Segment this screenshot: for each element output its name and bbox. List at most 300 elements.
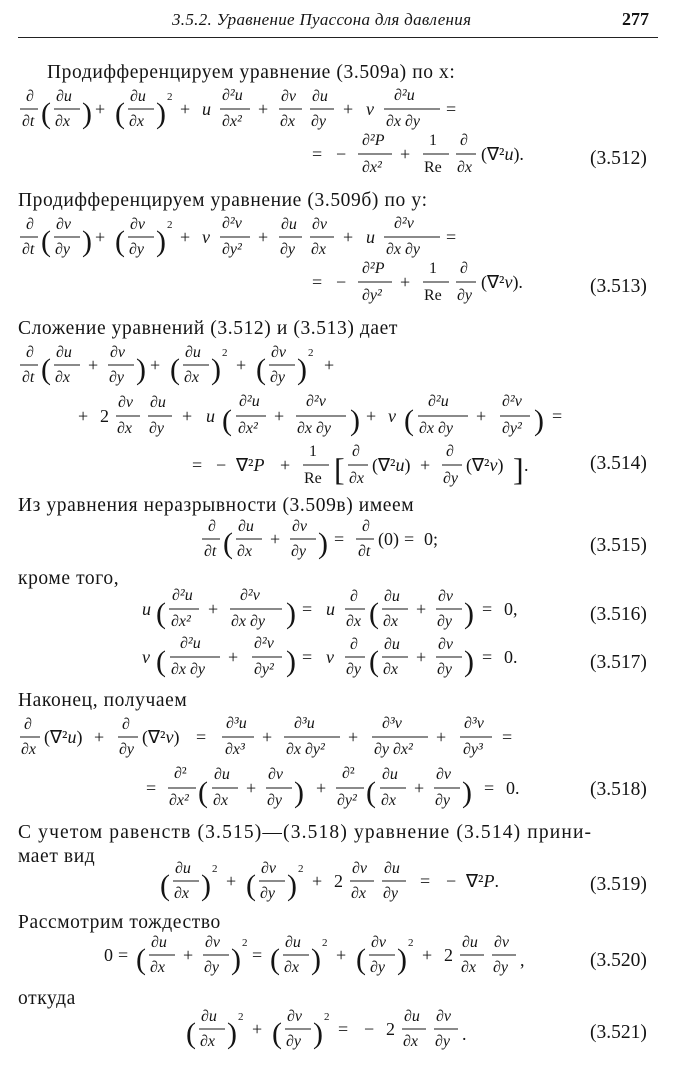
svg-text:2: 2 bbox=[444, 945, 453, 965]
svg-text:.: . bbox=[524, 455, 529, 475]
svg-text:v: v bbox=[388, 406, 396, 426]
paragraph-taking-into-account-line1: С учетом равенств (3.515)—(3.518) уравнение (3.514) прини- bbox=[18, 822, 593, 843]
svg-text:∂v: ∂v bbox=[371, 934, 387, 951]
svg-text:v: v bbox=[202, 227, 210, 247]
svg-text:∂u: ∂u bbox=[312, 88, 328, 105]
paragraph-whence: откуда bbox=[18, 988, 76, 1009]
svg-text:∂v: ∂v bbox=[436, 766, 452, 783]
svg-text:): ) bbox=[397, 943, 407, 976]
svg-text:∂²: ∂² bbox=[342, 765, 355, 782]
svg-text:∂x: ∂x bbox=[213, 792, 229, 809]
svg-text:): ) bbox=[464, 597, 474, 630]
svg-text:∂u: ∂u bbox=[175, 860, 191, 877]
svg-text:=: = bbox=[482, 647, 493, 667]
svg-text:u: u bbox=[202, 99, 211, 119]
svg-text:∂y: ∂y bbox=[286, 1033, 302, 1050]
svg-text:∂x: ∂x bbox=[284, 959, 300, 976]
svg-text:(: ( bbox=[272, 1017, 282, 1050]
svg-text:∂²u: ∂²u bbox=[394, 87, 415, 104]
svg-text:+: + bbox=[258, 227, 269, 247]
svg-text:2: 2 bbox=[298, 863, 304, 875]
svg-text:+: + bbox=[316, 778, 327, 798]
svg-text:∂x ∂y: ∂x ∂y bbox=[297, 420, 332, 437]
svg-text:u: u bbox=[142, 599, 151, 619]
svg-text:∂x: ∂x bbox=[383, 661, 399, 678]
svg-text:+: + bbox=[420, 455, 431, 475]
svg-text:∂v: ∂v bbox=[205, 934, 221, 951]
svg-text:+: + bbox=[280, 455, 291, 475]
svg-text:(: ( bbox=[369, 645, 379, 678]
equation-3-521-formula bbox=[0, 1008, 682, 1064]
svg-text:(: ( bbox=[223, 527, 233, 560]
svg-text:): ) bbox=[156, 225, 166, 258]
svg-text:∂²v: ∂²v bbox=[306, 393, 326, 410]
svg-text:∂: ∂ bbox=[208, 518, 216, 535]
svg-text:∇²P: ∇²P bbox=[236, 455, 265, 475]
svg-text:=: = bbox=[502, 727, 513, 747]
svg-text:): ) bbox=[231, 943, 241, 976]
svg-text:=: = bbox=[446, 99, 457, 119]
svg-text:(: ( bbox=[115, 225, 125, 258]
svg-text:∂x²: ∂x² bbox=[362, 159, 382, 176]
svg-text:(∇²v): (∇²v) bbox=[466, 455, 504, 475]
equation-3-519-formula bbox=[0, 860, 682, 912]
svg-text:1: 1 bbox=[309, 443, 317, 460]
svg-text:∂y³: ∂y³ bbox=[463, 741, 483, 758]
svg-text:∂y ∂x²: ∂y ∂x² bbox=[374, 741, 413, 758]
svg-text:+: + bbox=[180, 227, 191, 247]
equation-number-3-519: (3.519) bbox=[590, 874, 647, 895]
equation-3-518-formula bbox=[0, 716, 682, 816]
svg-text:∂v: ∂v bbox=[436, 1008, 452, 1025]
svg-text:=: = bbox=[192, 455, 203, 475]
svg-text:u: u bbox=[206, 406, 215, 426]
svg-text:): ) bbox=[311, 943, 321, 976]
svg-text:∂²v: ∂²v bbox=[502, 393, 522, 410]
svg-text:+: + bbox=[180, 99, 191, 119]
svg-text:(: ( bbox=[160, 869, 170, 902]
svg-text:∂: ∂ bbox=[24, 716, 32, 733]
svg-text:∂u: ∂u bbox=[462, 934, 478, 951]
equation-number-3-516: (3.516) bbox=[590, 604, 647, 625]
svg-text:∂x: ∂x bbox=[280, 113, 296, 130]
svg-text:+: + bbox=[95, 99, 106, 119]
svg-text:+: + bbox=[182, 406, 193, 426]
svg-text:=: = bbox=[252, 945, 263, 965]
svg-text:∂: ∂ bbox=[460, 132, 468, 149]
svg-text:∂y: ∂y bbox=[129, 241, 145, 258]
svg-text:0.: 0. bbox=[504, 647, 518, 667]
equation-number-3-513: (3.513) bbox=[590, 276, 647, 297]
svg-text:): ) bbox=[462, 776, 472, 809]
svg-text:∂v: ∂v bbox=[292, 518, 308, 535]
svg-text:∂u: ∂u bbox=[384, 636, 400, 653]
svg-text:∂v: ∂v bbox=[352, 860, 368, 877]
svg-text:∇²P.: ∇²P. bbox=[466, 871, 499, 891]
svg-text:): ) bbox=[211, 353, 221, 386]
svg-text:∂y: ∂y bbox=[311, 113, 327, 130]
svg-text:∂: ∂ bbox=[352, 443, 360, 460]
svg-text:]: ] bbox=[513, 451, 524, 487]
svg-text:∂: ∂ bbox=[460, 260, 468, 277]
svg-text:∂v: ∂v bbox=[130, 216, 146, 233]
paragraph-finally: Наконец, получаем bbox=[18, 690, 188, 711]
svg-text:+: + bbox=[270, 529, 281, 549]
svg-text:(∇²v): (∇²v) bbox=[142, 727, 180, 747]
svg-text:2: 2 bbox=[324, 1011, 330, 1023]
svg-text:∂x: ∂x bbox=[311, 241, 327, 258]
svg-text:v: v bbox=[142, 647, 150, 667]
svg-text:∂u: ∂u bbox=[238, 518, 254, 535]
svg-text:+: + bbox=[324, 355, 335, 375]
svg-text:(: ( bbox=[198, 776, 208, 809]
svg-text:∂y: ∂y bbox=[443, 470, 459, 487]
svg-text:∂x: ∂x bbox=[129, 113, 145, 130]
svg-text:∂v: ∂v bbox=[56, 216, 72, 233]
svg-text:∂v: ∂v bbox=[268, 766, 284, 783]
svg-text:): ) bbox=[286, 597, 296, 630]
running-title: 3.5.2. Уравнение Пуассона для давления bbox=[172, 10, 472, 29]
svg-text:∂x²: ∂x² bbox=[169, 792, 189, 809]
svg-text:2: 2 bbox=[100, 406, 109, 426]
svg-text:∂u: ∂u bbox=[382, 766, 398, 783]
svg-text:∂x: ∂x bbox=[351, 885, 367, 902]
page-number: 277 bbox=[622, 9, 649, 29]
equation-3-520-formula bbox=[0, 934, 682, 986]
svg-text:−: − bbox=[216, 455, 227, 475]
svg-text:+: + bbox=[258, 99, 269, 119]
svg-text:∂y: ∂y bbox=[437, 613, 453, 630]
svg-text:+: + bbox=[400, 272, 411, 292]
svg-text:): ) bbox=[156, 97, 166, 130]
svg-text:∂x: ∂x bbox=[457, 159, 473, 176]
svg-text:(: ( bbox=[156, 645, 166, 678]
svg-text:+: + bbox=[228, 647, 239, 667]
svg-text:∂²u: ∂²u bbox=[428, 393, 449, 410]
svg-text:∂y²: ∂y² bbox=[222, 241, 242, 258]
svg-text:=: = bbox=[404, 529, 415, 549]
svg-text:∂x ∂y: ∂x ∂y bbox=[419, 420, 454, 437]
svg-text:∂x: ∂x bbox=[461, 959, 477, 976]
svg-text:∂: ∂ bbox=[122, 716, 130, 733]
svg-text:(∇²u): (∇²u) bbox=[44, 727, 83, 747]
svg-text:∂y: ∂y bbox=[280, 241, 296, 258]
svg-text:+: + bbox=[208, 599, 219, 619]
svg-text:[: [ bbox=[334, 451, 345, 487]
svg-text:∂: ∂ bbox=[362, 518, 370, 535]
svg-text:∂u: ∂u bbox=[185, 344, 201, 361]
svg-text:+: + bbox=[226, 871, 237, 891]
svg-text:+: + bbox=[400, 144, 411, 164]
svg-text:+: + bbox=[252, 1019, 263, 1039]
svg-text:+: + bbox=[150, 355, 161, 375]
svg-text:∂v: ∂v bbox=[110, 344, 126, 361]
equation-number-3-512: (3.512) bbox=[590, 148, 647, 169]
equation-3-517-formula bbox=[0, 636, 682, 686]
svg-text:=: = bbox=[118, 945, 129, 965]
svg-text:∂v: ∂v bbox=[271, 344, 287, 361]
paragraph-consider-identity: Рассмотрим тождество bbox=[18, 912, 221, 933]
svg-text:∂y: ∂y bbox=[260, 885, 276, 902]
svg-text:+: + bbox=[183, 945, 194, 965]
equation-3-513-formula bbox=[0, 216, 682, 306]
paragraph-taking-into-account-line2: мает вид bbox=[18, 846, 96, 867]
svg-text:=: = bbox=[146, 778, 157, 798]
svg-text:−: − bbox=[364, 1019, 375, 1039]
svg-text:=: = bbox=[338, 1019, 349, 1039]
svg-text:=: = bbox=[334, 529, 345, 549]
svg-text:∂: ∂ bbox=[26, 344, 34, 361]
svg-text:v: v bbox=[326, 647, 334, 667]
svg-text:): ) bbox=[350, 404, 360, 437]
svg-text:∂x ∂y: ∂x ∂y bbox=[171, 661, 206, 678]
svg-text:=: = bbox=[312, 272, 323, 292]
svg-text:Re: Re bbox=[424, 159, 442, 176]
svg-text:∂y: ∂y bbox=[149, 420, 165, 437]
svg-text:∂y: ∂y bbox=[435, 1033, 451, 1050]
svg-text:∂v: ∂v bbox=[287, 1008, 303, 1025]
svg-text:+: + bbox=[78, 406, 89, 426]
svg-text:(∇²v).: (∇²v). bbox=[481, 272, 523, 292]
paragraph-continuity: Из уравнения неразрывности (3.509в) имеем bbox=[18, 495, 415, 516]
svg-text:∂²P: ∂²P bbox=[362, 260, 385, 277]
svg-text:∂x: ∂x bbox=[55, 369, 71, 386]
equation-3-516-formula bbox=[0, 588, 682, 638]
svg-text:∂t: ∂t bbox=[204, 543, 217, 560]
svg-text:∂y²: ∂y² bbox=[502, 420, 522, 437]
svg-text:−: − bbox=[336, 272, 347, 292]
svg-text:∂x ∂y: ∂x ∂y bbox=[386, 241, 421, 258]
svg-text:+: + bbox=[312, 871, 323, 891]
svg-text:∂y: ∂y bbox=[270, 369, 286, 386]
svg-text:+: + bbox=[343, 227, 354, 247]
svg-text:∂²u: ∂²u bbox=[222, 87, 243, 104]
svg-text:∂x: ∂x bbox=[346, 613, 362, 630]
svg-text:2: 2 bbox=[322, 937, 328, 949]
svg-text:∂v: ∂v bbox=[438, 588, 454, 605]
svg-text:∂y: ∂y bbox=[119, 741, 135, 758]
svg-text:(: ( bbox=[369, 597, 379, 630]
svg-text:2: 2 bbox=[408, 937, 414, 949]
svg-text:∂: ∂ bbox=[26, 216, 34, 233]
svg-text:1: 1 bbox=[429, 132, 437, 149]
svg-text:.: . bbox=[462, 1024, 467, 1044]
svg-text:∂v: ∂v bbox=[438, 636, 454, 653]
svg-text:∂u: ∂u bbox=[151, 934, 167, 951]
equation-3-514-formula bbox=[0, 344, 682, 487]
svg-text:Re: Re bbox=[304, 470, 322, 487]
svg-text:(0): (0) bbox=[378, 529, 399, 549]
svg-text:): ) bbox=[297, 353, 307, 386]
svg-text:∂u: ∂u bbox=[384, 588, 400, 605]
svg-text:+: + bbox=[476, 406, 487, 426]
svg-text:∂x: ∂x bbox=[237, 543, 253, 560]
svg-text:∂: ∂ bbox=[350, 588, 358, 605]
svg-text:+: + bbox=[94, 727, 105, 747]
svg-text:∂v: ∂v bbox=[118, 394, 134, 411]
svg-text:): ) bbox=[227, 1017, 237, 1050]
svg-text:∂x²: ∂x² bbox=[238, 420, 258, 437]
svg-text:−: − bbox=[446, 871, 457, 891]
svg-text:∂u: ∂u bbox=[130, 88, 146, 105]
svg-text:∂y: ∂y bbox=[291, 543, 307, 560]
svg-text:2: 2 bbox=[238, 1011, 244, 1023]
equation-number-3-517: (3.517) bbox=[590, 652, 647, 673]
svg-text:+: + bbox=[95, 227, 106, 247]
svg-text:∂v: ∂v bbox=[261, 860, 277, 877]
svg-text:0: 0 bbox=[104, 945, 113, 965]
svg-text:∂u: ∂u bbox=[285, 934, 301, 951]
svg-text:,: , bbox=[520, 950, 525, 970]
svg-text:∂y: ∂y bbox=[204, 959, 220, 976]
svg-text:+: + bbox=[246, 778, 257, 798]
svg-text:(: ( bbox=[356, 943, 366, 976]
svg-text:∂u: ∂u bbox=[404, 1008, 420, 1025]
svg-text:=: = bbox=[312, 144, 323, 164]
svg-text:+: + bbox=[416, 599, 427, 619]
svg-text:=: = bbox=[420, 871, 431, 891]
svg-text:+: + bbox=[336, 945, 347, 965]
svg-text:∂x²: ∂x² bbox=[222, 113, 242, 130]
svg-text:∂t: ∂t bbox=[22, 369, 35, 386]
svg-text:=: = bbox=[446, 227, 457, 247]
svg-text:∂x: ∂x bbox=[349, 470, 365, 487]
svg-text:∂y: ∂y bbox=[383, 885, 399, 902]
svg-text:∂y: ∂y bbox=[55, 241, 71, 258]
svg-text:2: 2 bbox=[308, 347, 314, 359]
svg-text:∂u: ∂u bbox=[56, 344, 72, 361]
svg-text:(: ( bbox=[170, 353, 180, 386]
paragraph-differentiate-x: Продифференцируем уравнение (3.509а) по x: bbox=[47, 62, 456, 83]
svg-text:0;: 0; bbox=[424, 529, 439, 549]
svg-text:∂³u: ∂³u bbox=[294, 715, 315, 732]
svg-text:=: = bbox=[484, 778, 495, 798]
svg-text:+: + bbox=[236, 355, 247, 375]
svg-text:∂v: ∂v bbox=[281, 88, 297, 105]
equation-number-3-521: (3.521) bbox=[590, 1022, 647, 1043]
svg-text:∂u: ∂u bbox=[150, 394, 166, 411]
svg-text:∂v: ∂v bbox=[312, 216, 328, 233]
svg-text:u: u bbox=[326, 599, 335, 619]
svg-text:0,: 0, bbox=[504, 599, 518, 619]
svg-text:=: = bbox=[196, 727, 207, 747]
svg-text:): ) bbox=[464, 645, 474, 678]
svg-text:+: + bbox=[416, 647, 427, 667]
svg-text:∂x²: ∂x² bbox=[171, 613, 191, 630]
svg-text:(: ( bbox=[41, 225, 51, 258]
svg-text:+: + bbox=[422, 945, 433, 965]
svg-text:): ) bbox=[82, 225, 92, 258]
svg-text:(: ( bbox=[41, 353, 51, 386]
svg-text:∂u: ∂u bbox=[384, 860, 400, 877]
svg-text:∂x: ∂x bbox=[381, 792, 397, 809]
svg-text:(: ( bbox=[404, 404, 414, 437]
svg-text:+: + bbox=[348, 727, 359, 747]
svg-text:(: ( bbox=[156, 597, 166, 630]
svg-text:∂x: ∂x bbox=[403, 1033, 419, 1050]
svg-text:∂²v: ∂²v bbox=[240, 587, 260, 604]
svg-text:∂²u: ∂²u bbox=[180, 635, 201, 652]
svg-text:∂³u: ∂³u bbox=[226, 715, 247, 732]
svg-text:+: + bbox=[88, 355, 99, 375]
equation-3-512-formula bbox=[0, 88, 682, 178]
svg-text:∂u: ∂u bbox=[56, 88, 72, 105]
svg-text:u: u bbox=[366, 227, 375, 247]
svg-text:∂t: ∂t bbox=[22, 113, 35, 130]
svg-text:∂y²: ∂y² bbox=[362, 287, 382, 304]
svg-text:2: 2 bbox=[167, 91, 173, 103]
svg-text:∂²P: ∂²P bbox=[362, 132, 385, 149]
paragraph-sum-equations: Сложение уравнений (3.512) и (3.513) дает bbox=[18, 318, 399, 339]
svg-text:(: ( bbox=[270, 943, 280, 976]
svg-text:∂: ∂ bbox=[446, 443, 454, 460]
svg-text:=: = bbox=[552, 406, 563, 426]
svg-text:+: + bbox=[262, 727, 273, 747]
svg-text:∂²v: ∂²v bbox=[222, 215, 242, 232]
header-rule bbox=[18, 37, 658, 38]
svg-text:∂²v: ∂²v bbox=[394, 215, 414, 232]
svg-text:+: + bbox=[366, 406, 377, 426]
equation-number-3-514: (3.514) bbox=[590, 453, 647, 474]
svg-text:+: + bbox=[274, 406, 285, 426]
svg-text:∂t: ∂t bbox=[358, 543, 371, 560]
svg-text:∂y: ∂y bbox=[457, 287, 473, 304]
svg-text:1: 1 bbox=[429, 260, 437, 277]
svg-text:+: + bbox=[436, 727, 447, 747]
svg-text:∂x: ∂x bbox=[117, 420, 133, 437]
svg-text:+: + bbox=[414, 778, 425, 798]
svg-text:∂y: ∂y bbox=[370, 959, 386, 976]
equation-3-515-formula bbox=[0, 518, 682, 568]
svg-text:=: = bbox=[482, 599, 493, 619]
svg-text:=: = bbox=[302, 647, 313, 667]
svg-text:): ) bbox=[201, 869, 211, 902]
svg-text:): ) bbox=[534, 404, 544, 437]
svg-text:∂x: ∂x bbox=[184, 369, 200, 386]
svg-text:∂²: ∂² bbox=[174, 765, 187, 782]
svg-text:): ) bbox=[136, 353, 146, 386]
svg-text:∂x ∂y²: ∂x ∂y² bbox=[286, 741, 325, 758]
svg-text:Re: Re bbox=[424, 287, 442, 304]
svg-text:∂x: ∂x bbox=[200, 1033, 216, 1050]
svg-text:∂x: ∂x bbox=[383, 613, 399, 630]
svg-text:): ) bbox=[318, 527, 328, 560]
svg-text:∂t: ∂t bbox=[22, 241, 35, 258]
svg-text:): ) bbox=[82, 97, 92, 130]
svg-text:2: 2 bbox=[222, 347, 228, 359]
svg-text:∂x: ∂x bbox=[150, 959, 166, 976]
svg-text:∂y: ∂y bbox=[493, 959, 509, 976]
equation-number-3-515: (3.515) bbox=[590, 535, 647, 556]
svg-text:∂y: ∂y bbox=[109, 369, 125, 386]
svg-text:2: 2 bbox=[242, 937, 248, 949]
svg-text:∂²v: ∂²v bbox=[254, 635, 274, 652]
svg-text:∂y: ∂y bbox=[435, 792, 451, 809]
svg-text:∂: ∂ bbox=[350, 636, 358, 653]
paragraph-differentiate-y: Продифференцируем уравнение (3.509б) по y: bbox=[18, 190, 428, 211]
svg-text:−: − bbox=[336, 144, 347, 164]
svg-text:(: ( bbox=[115, 97, 125, 130]
svg-text:∂u: ∂u bbox=[214, 766, 230, 783]
svg-text:(∇²u): (∇²u) bbox=[372, 455, 411, 475]
svg-text:2: 2 bbox=[212, 863, 218, 875]
svg-text:∂²u: ∂²u bbox=[172, 587, 193, 604]
svg-text:(: ( bbox=[186, 1017, 196, 1050]
svg-text:∂v: ∂v bbox=[494, 934, 510, 951]
equation-number-3-520: (3.520) bbox=[590, 950, 647, 971]
svg-text:∂²u: ∂²u bbox=[239, 393, 260, 410]
svg-text:(: ( bbox=[246, 869, 256, 902]
